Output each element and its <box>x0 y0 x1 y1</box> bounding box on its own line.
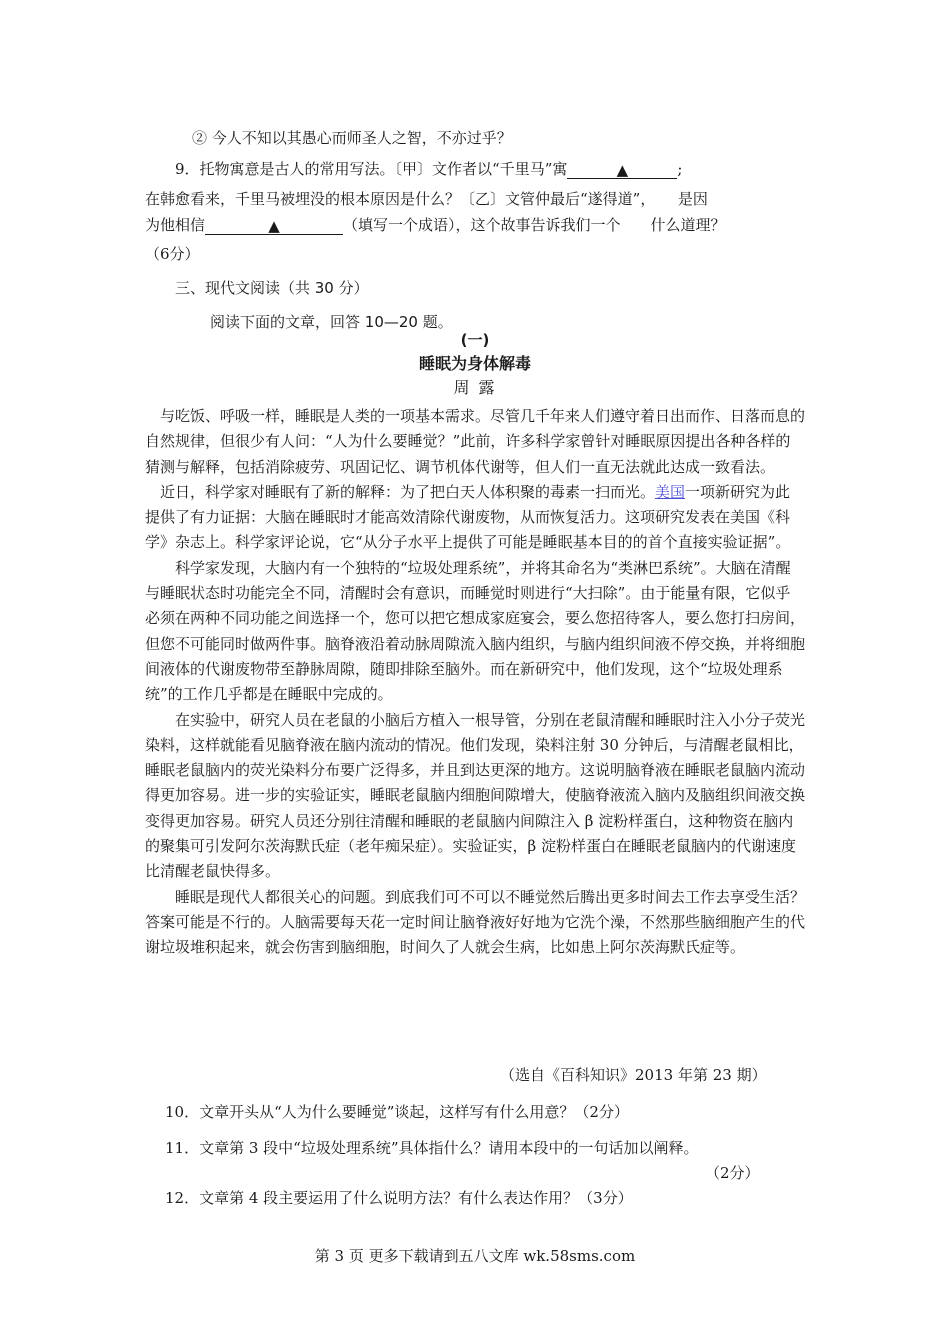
part-label: (一) <box>460 331 490 349</box>
article-paragraph-1: 与吃饭、呼吸一样，睡眠是人类的一项基本需求。尽管几千年来人们遵守着日出而作、日落而息的自然规律，但很少有人问：“人为什么要睡觉？”此前，许多科学家曾针对睡眠原因提出各种各样的猜测与解释，包括消除疲劳、巩固记忆、调节机体代谢等，但人们一直无法就此达成一致看法。 <box>145 407 806 476</box>
q9-score: （6分） <box>145 245 200 263</box>
article-paragraph-5: 睡眠是现代人都很关心的问题。到底我们可不可以不睡觉然后腾出更多时间去工作去享受生活？答案可能是不行的。人脑需要每天花一定时间让脑脊液好好地为它洗个澡，不然那些脑细胞产生的代谢垃圾堆积起来，就会伤害到脑细胞，时间久了人就会生病，比如患上阿尔茨海默氏症等。 <box>145 887 806 957</box>
article-title: 睡眠为身体解毒 <box>418 354 531 373</box>
page-footer: 第 3 页 更多下载请到五八文库 wk.58sms.com <box>314 1247 636 1265</box>
question-12: 12．文章第 4 段主要运用了什么说明方法？有什么表达作用？（3分） <box>165 1189 633 1207</box>
q9-line-2: 在韩愈看来，千里马被埋没的根本原因是什么？〔乙〕文管仲最后“遂得道”， 是因 <box>145 190 708 208</box>
article-paragraph-2 <box>145 480 805 556</box>
article-author: 周 露 <box>453 378 497 397</box>
q8-item-2: ② 今人不知以其愚心而师圣人之智，不亦过乎？ <box>192 129 512 147</box>
question-11-score: （2分） <box>705 1164 760 1182</box>
q9-line-1-text: 9．托物寓意是古人的常用写法。〔甲〕文作者以“千里马”寓 <box>175 160 568 178</box>
q9-line-1-end: ; <box>677 160 683 178</box>
section-3-heading: 三、现代文阅读（共 30 分） <box>175 279 369 297</box>
article-body <box>145 404 805 961</box>
q9-line-3 <box>145 215 726 235</box>
article-paragraph-3: 科学家发现，大脑内有一个独特的“垃圾处理系统”，并将其命名为“类淋巴系统”。大脑在清醒与睡眠状态时功能完全不同，清醒时会有意识，而睡觉时则进行“大扫除”。由于能量有限，它似乎必须在两种不同功能之间选择一个，您可以把它想成家庭宴会，要么您招待客人，要么您打扫房间，但您不可能同时做两件事。脑脊液沿着动脉周隙流入脑内组织，与脑内组织间液不停交换，并将细胞间液体的代谢废物带至静脉周隙，随即排除至脑外。而在新研究中，他们发现，这个“垃圾处理系统”的工作几乎都是在睡眠中完成的。 <box>145 558 806 704</box>
q9-answer-blank-1[interactable]: ▲ <box>567 160 677 179</box>
article-paragraph-4: 在实验中，研究人员在老鼠的小脑后方植入一根导管，分别在老鼠清醒和睡眠时注入小分子荧光染料，这样就能看见脑脊液在脑内流动的情况。他们发现，染料注射 30 分钟后，与清醒老鼠相比，睡眠老鼠脑内的荧光染料分布要广泛得多，并且到达更深的地方。这说明脑脊液在睡眠老鼠脑内流动得更加容易。进一步的实验证实，睡眠老鼠脑内细胞间隙增大，使脑脊液流入脑内及脑组织间液交换变得更加容易。研究人员还分别往清醒和睡眠的老鼠脑内间隙注入 β 淀粉样蛋白，这种物资在脑内的聚集可引发阿尔茨海默氏症（老年痴呆症）。实验证实，β 淀粉样蛋白在睡眠老鼠脑内的代谢速度比清醒老鼠快得多。 <box>145 710 806 881</box>
q9-line-3-text: 为他相信 <box>145 216 206 234</box>
usa-link[interactable]: 美国 <box>655 482 686 501</box>
q9-line-1 <box>175 159 682 179</box>
q9-line-3-rest: （填写一个成语），这个故事告诉我们一个 什么道理？ <box>343 216 726 234</box>
q9-answer-blank-2[interactable]: ▲ <box>205 216 343 235</box>
article-paragraph-2-rest: 一项新研究为此提供了有力证据：大脑在睡眠时才能高效清除代谢废物，从而恢复活力。这项研究发表在美国《科学》杂志上。科学家评论说，它“从分子水平上提供了可能是睡眠基本目的的首个直接实验证据”。 <box>145 482 791 552</box>
question-10: 10．文章开头从“人为什么要睡觉”谈起，这样写有什么用意？（2分） <box>165 1103 629 1121</box>
section-3-instruction: 阅读下面的文章，回答 10—20 题。 <box>210 313 453 331</box>
article-paragraph-2-start: 近日，科学家对睡眠有了新的解释：为了把白天人体积聚的毒素一扫而光。 <box>145 482 656 501</box>
article-source: （选自《百科知识》2013 年第 23 期） <box>500 1066 767 1084</box>
question-11: 11．文章第 3 段中“垃圾处理系统”具体指什么？请用本段中的一句话加以阐释。 <box>165 1139 699 1157</box>
